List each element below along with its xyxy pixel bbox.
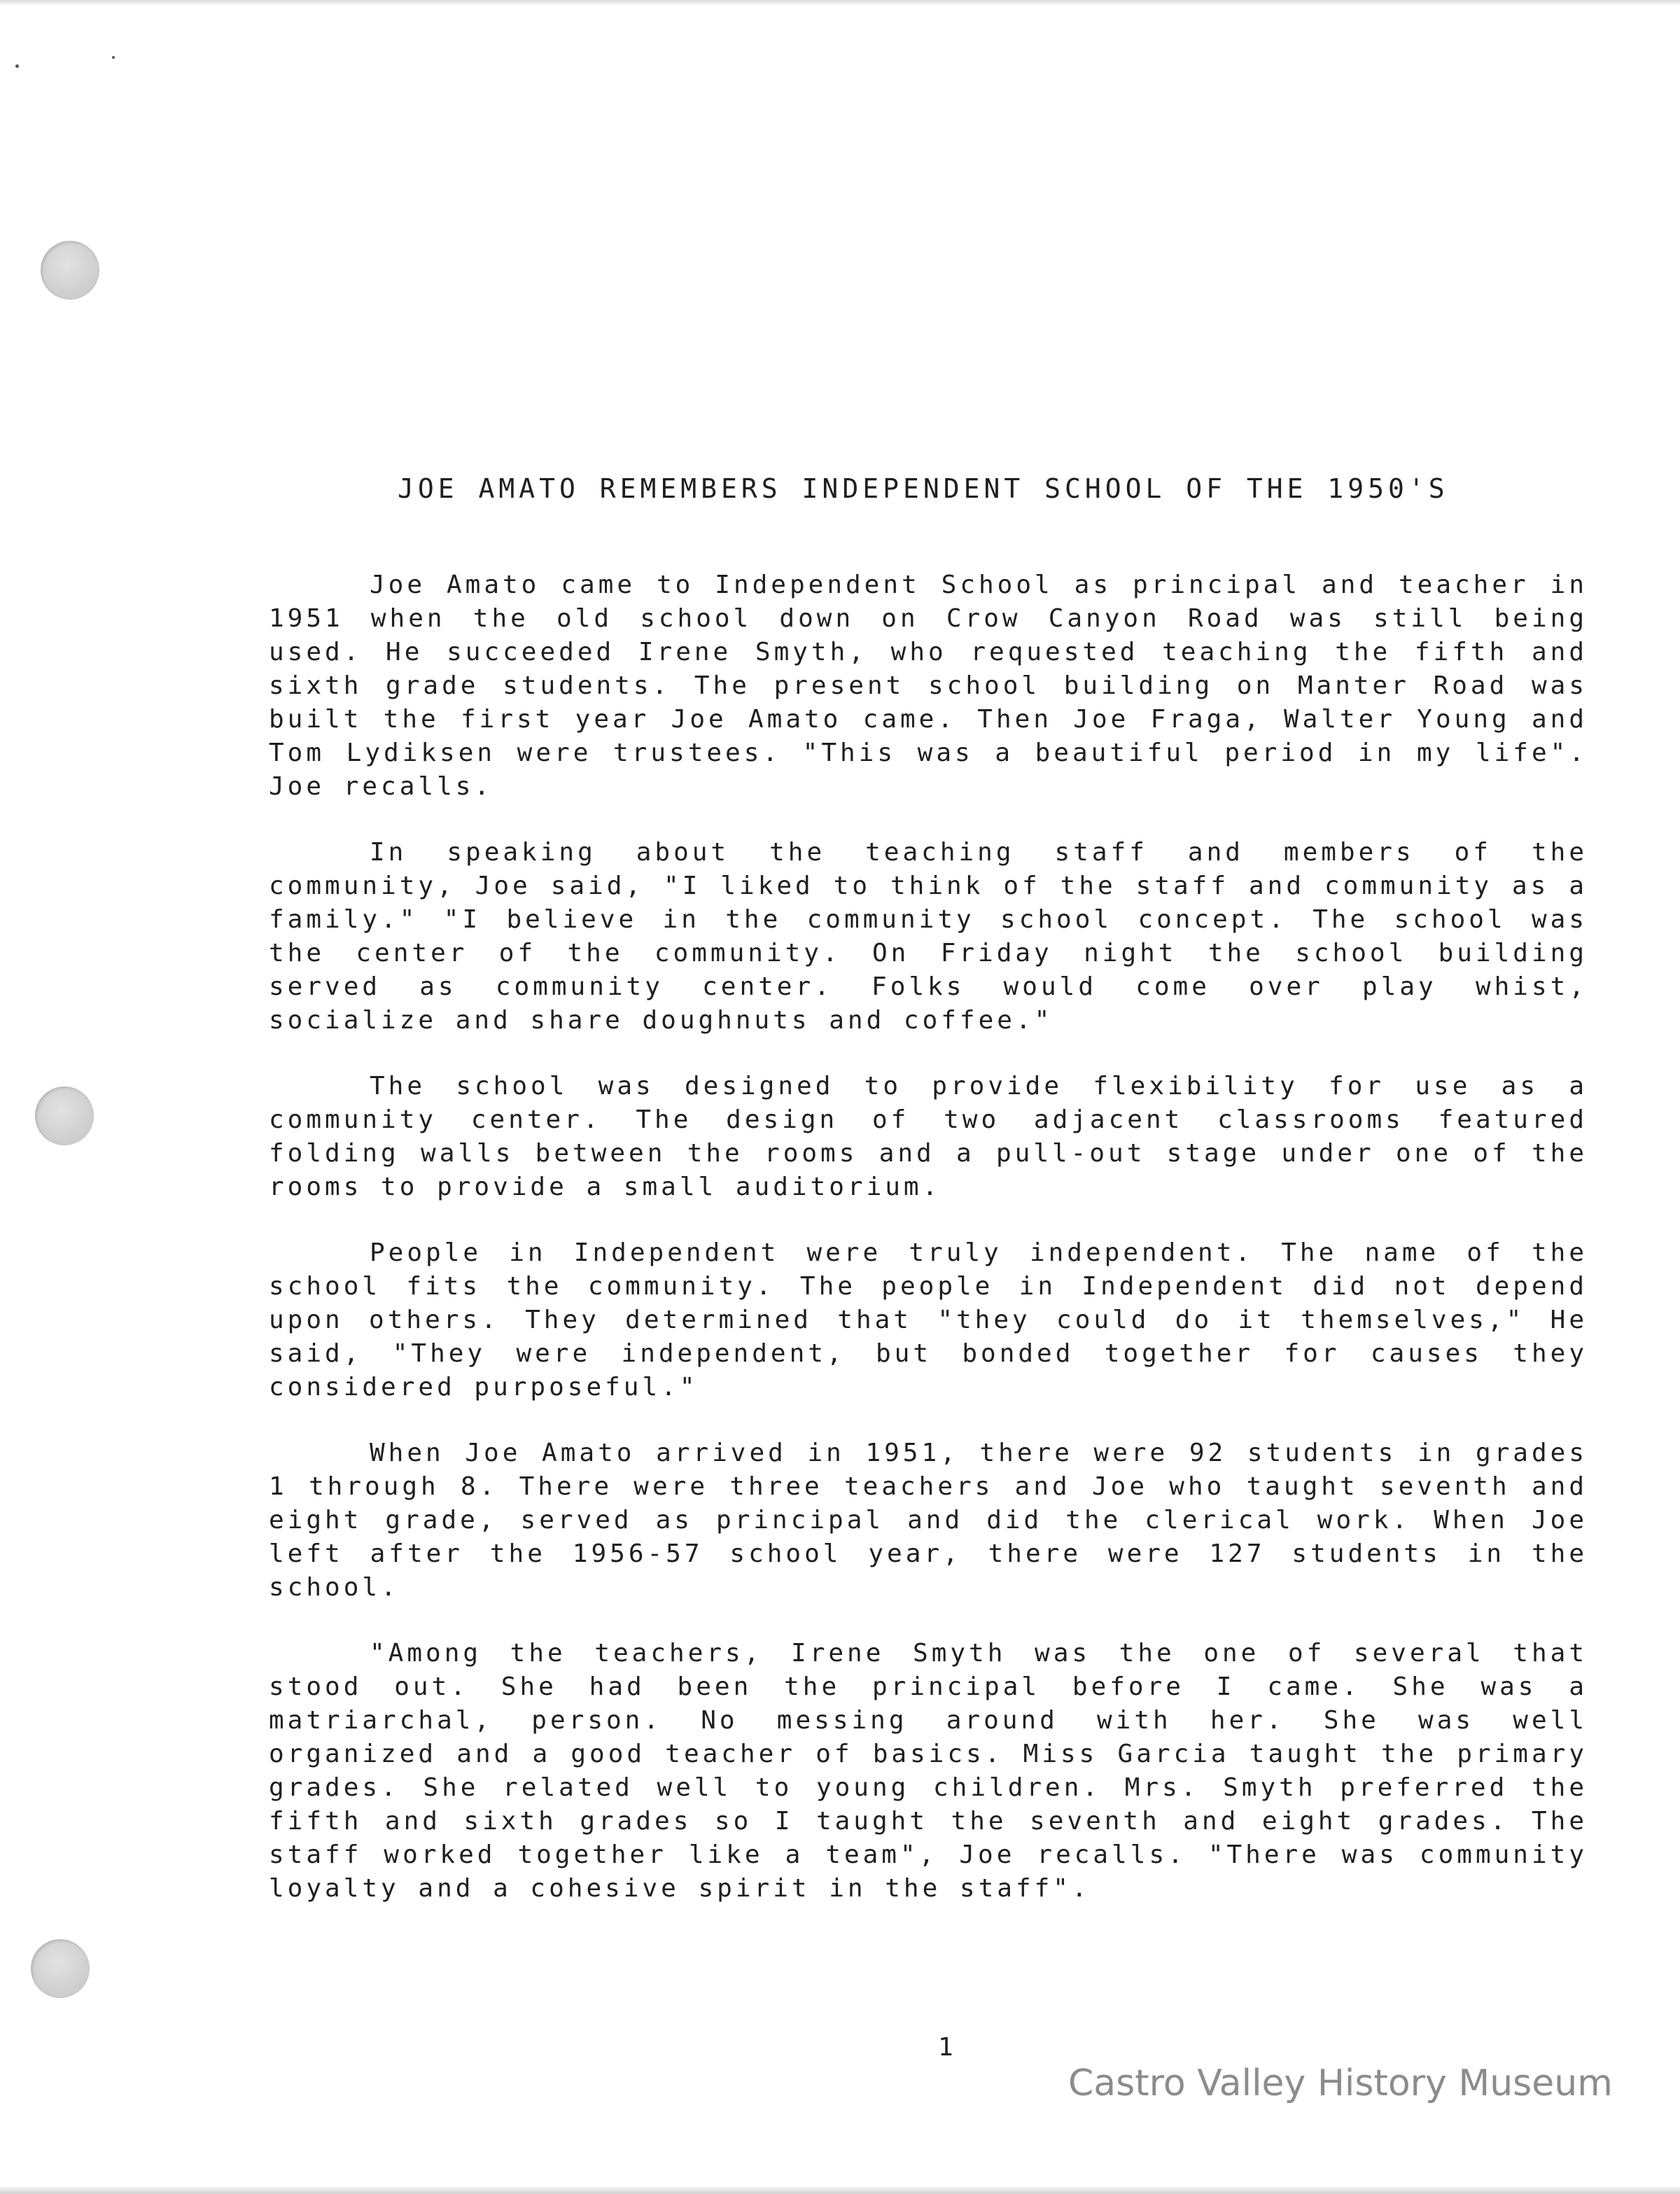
punch-hole-middle	[35, 1086, 94, 1145]
dust-speck	[15, 64, 19, 68]
paragraph-intro: Joe Amato came to Independent School as principal and teacher in 1951 when the old school down on Crow Canyon Road was still being used. He succeeded Irene Smyth, who requested teaching the fifth and sixth grade students. The present school building on Manter Road was built the first year Joe Amato came. Then Joe Fraga, Walter Young and Tom Lydiksen were trustees. "This was a beautiful period in my life". Joe recalls.	[269, 571, 1588, 801]
paragraph-teachers: "Among the teachers, Irene Smyth was the one of several that stood out. She had been the principal before I came. She was a matriarchal, person. No messing around with her. She was well organized and a good teacher of basics. Miss Garcia taught the primary grades. She related well to young children. Mrs. Smyth preferred the fifth and sixth grades so I taught the seventh and eight grades. The staff worked together like a team", Joe recalls. "There was community loyalty and a cohesive spirit in the staff".	[269, 1639, 1588, 1903]
paragraph-design: The school was designed to provide flexibility for use as a community center. The design of two adjacent classrooms featured folding walls between the rooms and a pull-out stage under one of the rooms to provide a small auditorium.	[269, 1072, 1588, 1201]
scan-edge-bottom	[0, 2186, 1680, 2194]
paragraph-community: In speaking about the teaching staff and members of the community, Joe said, "I liked to think of the staff and community as a family." "I believe in the community school concept. The school was the center of the community. On Friday night the school building served as community center. Folks would come over play whist, socialize and share doughnuts and coffee."	[269, 838, 1588, 1035]
scan-edge-top	[0, 0, 1680, 6]
document-body	[269, 568, 1588, 1938]
punch-hole-bottom	[31, 1939, 90, 1998]
dust-speck	[112, 56, 115, 59]
museum-watermark: Castro Valley History Museum	[1068, 2062, 1613, 2104]
paragraph-enrollment: When Joe Amato arrived in 1951, there were 92 students in grades 1 through 8. There were three teachers and Joe who taught seventh and eight grade, served as principal and did the clerical work. When Joe left after the 1956-57 school year, there were 127 students in the school.	[269, 1439, 1588, 1602]
punch-hole-top	[41, 241, 99, 300]
page-number: 1	[938, 2033, 953, 2062]
document-title: JOE AMATO REMEMBERS INDEPENDENT SCHOOL OF THE 1950'S	[398, 473, 1449, 504]
paragraph-independence: People in Independent were truly independent. The name of the school fits the community. The people in Independent did not depend upon others. They determined that "they could do it themselves," He said, "They were independent, but bonded together for causes they considered purposeful."	[269, 1238, 1588, 1402]
